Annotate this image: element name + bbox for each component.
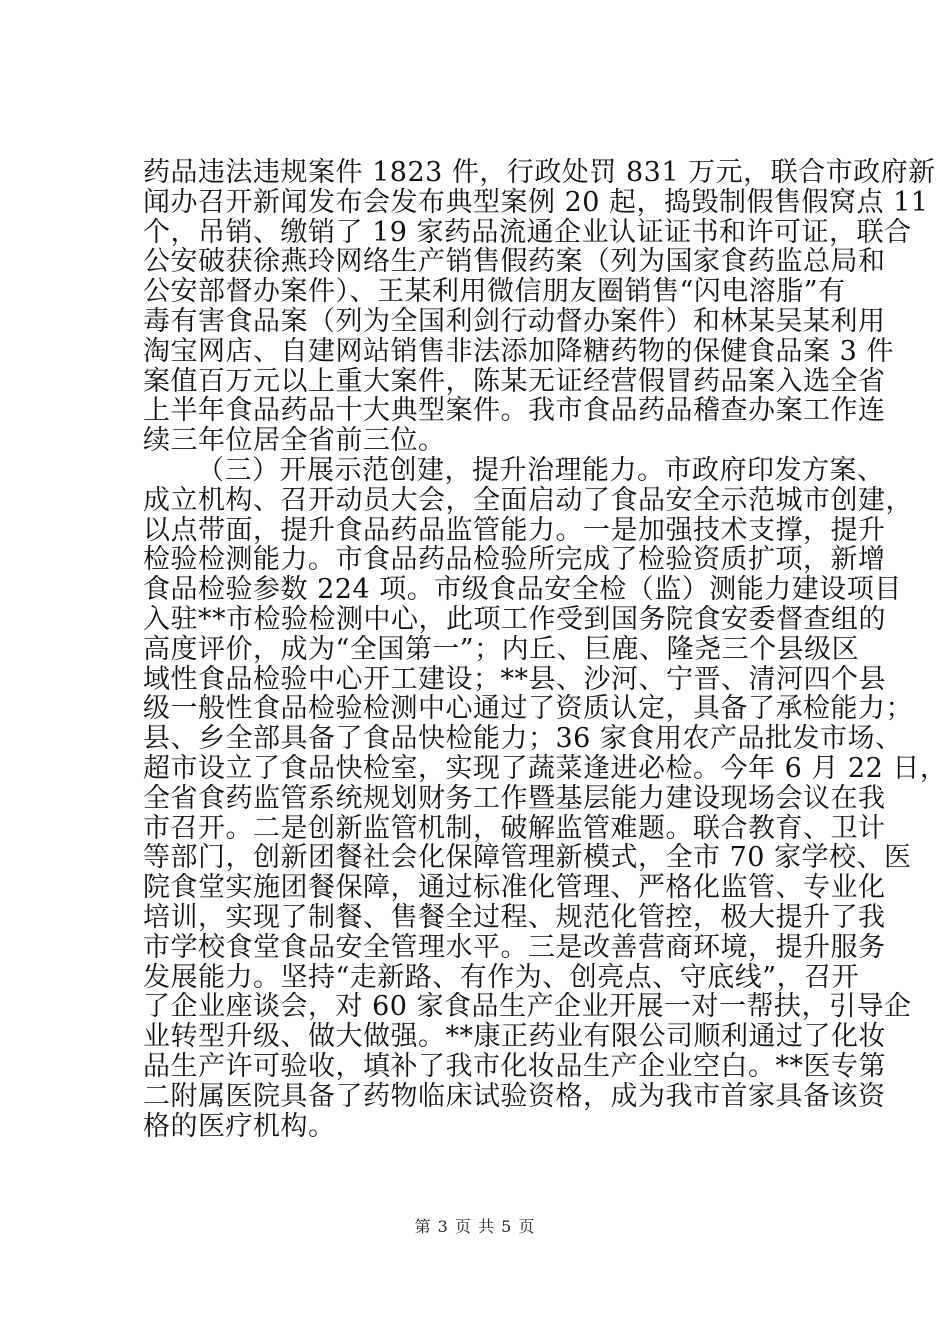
text-line: 域性食品检验中心开工建设；**县、沙河、宁晋、清河四个县 [143,663,886,695]
text-line: 发展能力。坚持“走新路、有作为、创亮点、守底线”，召开 [143,961,860,993]
page-footer: 第 3 页 共 5 页 [414,1217,536,1236]
text-line: 公安部督办案件）、王某利用微信朋友圈销售“闪电溶脂”有 [143,276,846,308]
text-line: 了企业座谈会，对 60 家食品生产企业开展一对一帮扶，引导企 [143,991,912,1023]
text-line: 公安破获徐燕玲网络生产销售假药案（列为国家食药监总局和 [143,246,886,278]
text-line: 食品检验参数 224 项。市级食品安全检（监）测能力建设项目 [143,574,902,606]
text-line: 药品违法违规案件 1823 件，行政处罚 831 万元，联合市政府新 [143,157,936,188]
text-line: 案值百万元以上重大案件，陈某无证经营假冒药品案入选全省 [143,365,886,397]
text-line: 成立机构、召开动员大会，全面启动了食品安全示范城市创建， [143,484,913,516]
text-line: 市召开。二是创新监管机制，破解监管难题。联合教育、卫计 [143,812,886,844]
text-line: 县、乡全部具备了食品快检能力；36 家食用农产品批发市场、 [143,723,903,755]
text-line: 二附属医院具备了药物临床试验资格，成为我市首家具备该资 [143,1080,886,1112]
text-line: 续三年位居全省前三位。 [143,425,446,457]
text-line: 以点带面，提升食品药品监管能力。一是加强技术支撑，提升 [143,514,886,546]
paragraph-2 [143,454,948,1142]
text-line: 上半年食品药品十大典型案件。我市食品药品稽查办案工作连 [143,395,886,427]
text-line: 市学校食堂食品安全管理水平。三是改善营商环境，提升服务 [143,931,886,963]
text-line: 个，吊销、缴销了 19 家药品流通企业认证证书和许可证，联合 [143,216,912,248]
text-line: 等部门，创新团餐社会化保障管理新模式，全市 70 家学校、医 [143,842,912,874]
text-line: 检验检测能力。市食品药品检验所完成了检验资质扩项，新增 [143,544,886,576]
text-line: 级一般性食品检验检测中心通过了资质认定，具备了承检能力； [143,693,913,725]
document-body [143,157,948,1142]
text-line: 超市设立了食品快检室，实现了蔬菜逢进必检。今年 6 月 22 日， [143,752,948,784]
text-line: 业转型升级、做大做强。**康正药业有限公司顺利通过了化妆 [143,1021,886,1053]
paragraph-1 [143,157,936,457]
text-line: 入驻**市检验检测中心，此项工作受到国务院食安委督查组的 [143,603,886,635]
text-line: 全省食药监管系统规划财务工作暨基层能力建设现场会议在我 [143,782,886,814]
text-line: 淘宝网店、自建网站销售非法添加降糖药物的保健食品案 3 件 [143,335,894,367]
text-line: 高度评价，成为“全国第一”；内丘、巨鹿、隆尧三个县级区 [143,633,860,665]
text-line: 闻办召开新闻发布会发布典型案例 20 起，捣毁制假售假窝点 11 [143,186,929,218]
text-line: 毒有害食品案（列为全国利剑行动督办案件）和林某吴某利用 [143,305,886,337]
text-line: 培训，实现了制餐、售餐全过程、规范化管控，极大提升了我 [143,901,886,933]
text-line: 院食堂实施团餐保障，通过标准化管理、严格化监管、专业化 [143,872,886,904]
text-line: 品生产许可验收，填补了我市化妆品生产企业空白。**医专第 [143,1050,886,1082]
text-line: （三）开展示范创建，提升治理能力。市政府印发方案、 [197,454,885,486]
text-line: 格的医疗机构。 [143,1110,336,1142]
